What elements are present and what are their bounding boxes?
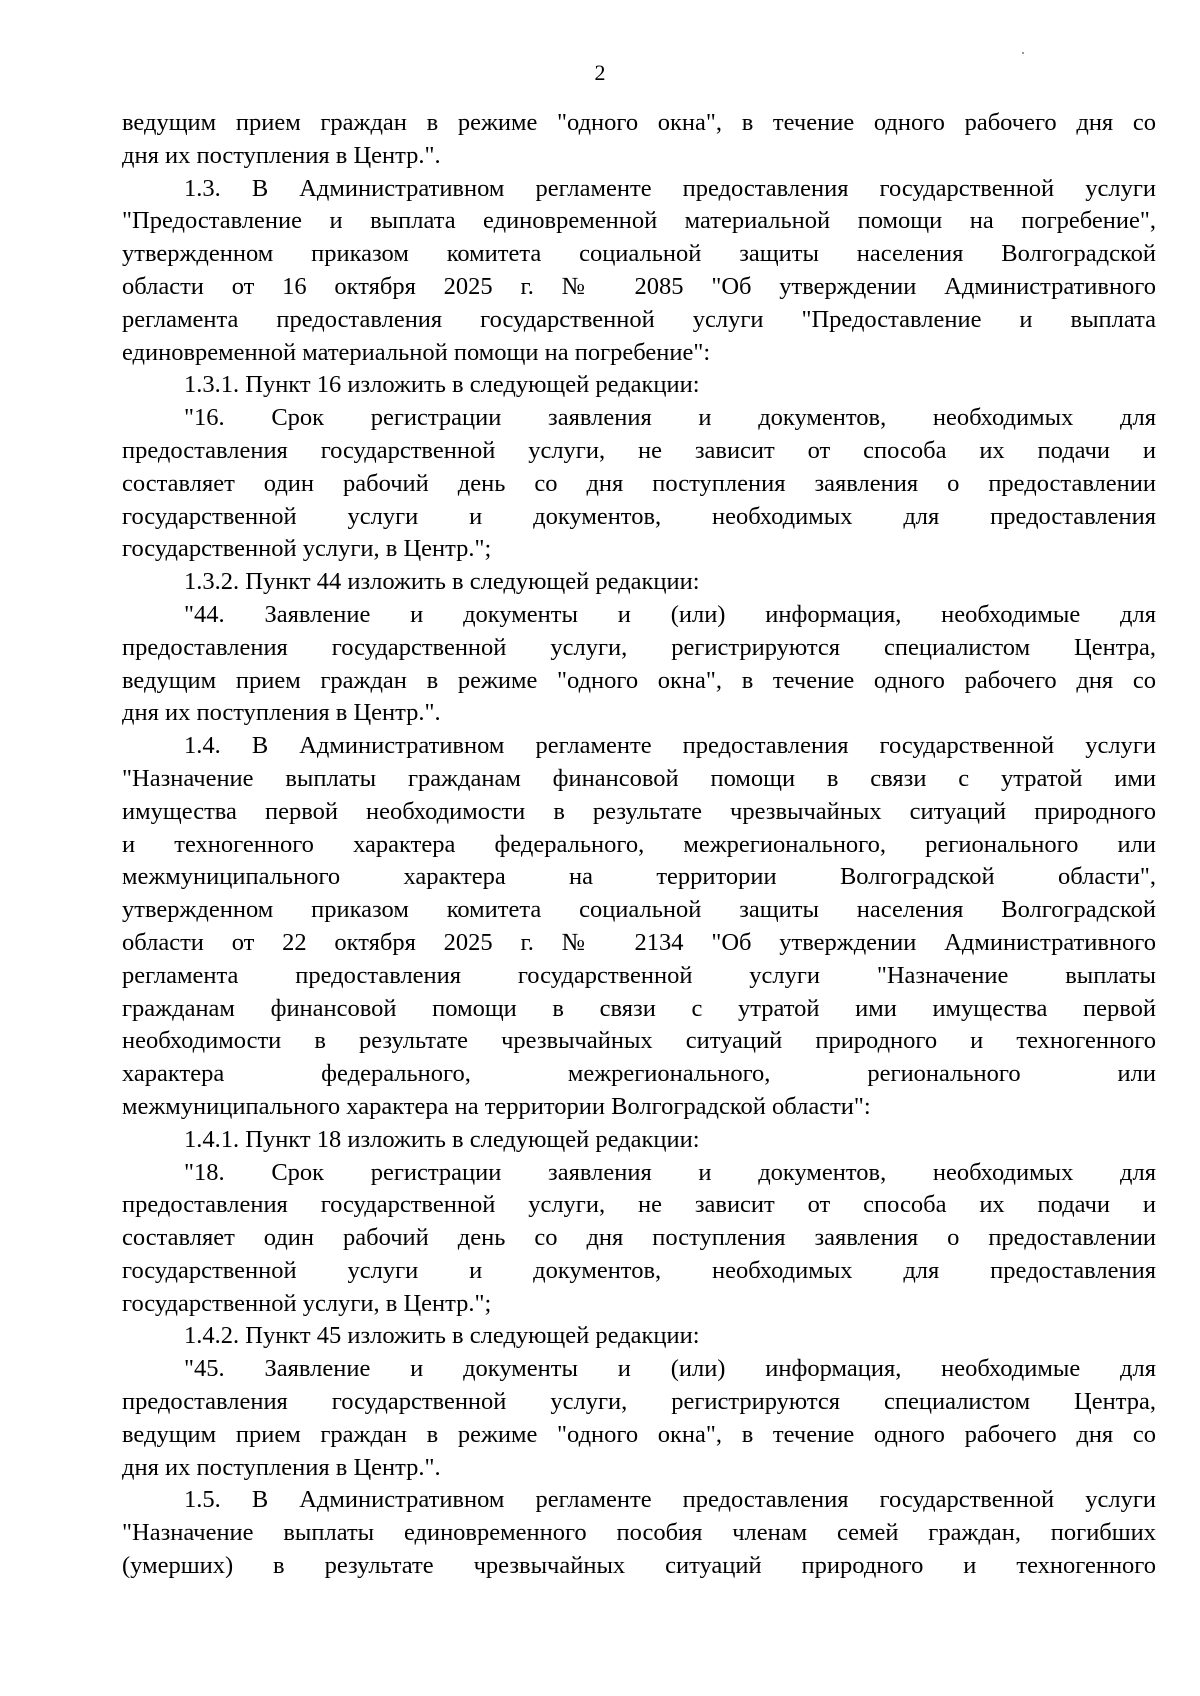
text-line: гражданам финансовой помощи в связи с утратой ими имущества первой	[122, 994, 1156, 1022]
text-line: 1.5. В Административном регламенте предоставления государственной услуги	[184, 1486, 1156, 1514]
text-line: составляет один рабочий день со дня поступления заявления о предоставлении	[122, 469, 1156, 497]
text-line: дня их поступления в Центр.".	[122, 1453, 441, 1481]
text-line: утвержденном приказом комитета социальной защиты населения Волгоградской	[122, 240, 1156, 268]
text-line: (умерших) в результате чрезвычайных ситуаций природного и техногенного	[122, 1552, 1156, 1580]
text-line: "16. Срок регистрации заявления и документов, необходимых для	[184, 404, 1156, 432]
text-line: регламента предоставления государственной услуги "Назначение выплаты	[122, 961, 1156, 989]
text-line: "45. Заявление и документы и (или) информация, необходимые для	[184, 1355, 1156, 1383]
text-line: необходимости в результате чрезвычайных ситуаций природного и техногенного	[122, 1027, 1156, 1055]
scan-speck	[1022, 52, 1024, 54]
text-line: 1.4.2. Пункт 45 изложить в следующей редакции:	[184, 1322, 700, 1350]
text-line: 1.3. В Административном регламенте предоставления государственной услуги	[184, 174, 1156, 202]
text-line: области от 16 октября 2025 г. № 2085 "Об утверждении Административного	[122, 272, 1156, 300]
text-line: ведущим прием граждан в режиме "одного окна", в течение одного рабочего дня со	[122, 1420, 1156, 1448]
text-line: "Назначение выплаты гражданам финансовой помощи в связи с утратой ими	[122, 764, 1156, 792]
text-line: характера федерального, межрегионального, регионального или	[122, 1060, 1156, 1088]
text-line: государственной услуги, в Центр.";	[122, 535, 492, 563]
text-line: межмуниципального характера на территории Волгоградской области":	[122, 1092, 871, 1120]
text-line: "18. Срок регистрации заявления и документов, необходимых для	[184, 1158, 1156, 1186]
text-line: предоставления государственной услуги, регистрируются специалистом Центра,	[122, 1388, 1156, 1416]
text-line: 1.3.2. Пункт 44 изложить в следующей редакции:	[184, 568, 700, 596]
text-line: ведущим прием граждан в режиме "одного окна", в течение одного рабочего дня со	[122, 109, 1156, 136]
text-line: единовременной материальной помощи на погребение":	[122, 338, 711, 366]
text-line: 1.3.1. Пункт 16 изложить в следующей редакции:	[184, 371, 700, 399]
page-number: 2	[594, 60, 606, 85]
text-line: составляет один рабочий день со дня поступления заявления о предоставлении	[122, 1224, 1156, 1252]
text-line: "44. Заявление и документы и (или) информация, необходимые для	[184, 600, 1156, 628]
text-line: дня их поступления в Центр.".	[122, 141, 441, 169]
text-line: и техногенного характера федерального, межрегионального, регионального или	[122, 830, 1156, 858]
text-line: ведущим прием граждан в режиме "одного окна", в течение одного рабочего дня со	[122, 666, 1156, 694]
text-line: "Предоставление и выплата единовременной материальной помощи на погребение",	[122, 207, 1156, 235]
text-line: "Назначение выплаты единовременного пособия членам семей граждан, погибших	[122, 1519, 1156, 1547]
text-line: 1.4. В Административном регламенте предоставления государственной услуги	[184, 732, 1156, 760]
text-line: области от 22 октября 2025 г. № 2134 "Об утверждении Административного	[122, 928, 1156, 956]
text-line: предоставления государственной услуги, регистрируются специалистом Центра,	[122, 633, 1156, 661]
text-line: предоставления государственной услуги, не зависит от способа их подачи и	[122, 436, 1156, 464]
text-line: регламента предоставления государственной услуги "Предоставление и выплата	[122, 305, 1156, 333]
document-body	[122, 107, 1156, 1583]
text-line: государственной услуги и документов, необходимых для предоставления	[122, 1256, 1156, 1284]
text-line: 1.4.1. Пункт 18 изложить в следующей редакции:	[184, 1125, 700, 1153]
text-line: государственной услуги, в Центр.";	[122, 1289, 492, 1317]
text-line: предоставления государственной услуги, не зависит от способа их подачи и	[122, 1191, 1156, 1219]
text-line: дня их поступления в Центр.".	[122, 699, 441, 727]
text-line: утвержденном приказом комитета социальной защиты населения Волгоградской	[122, 896, 1156, 924]
text-line: государственной услуги и документов, необходимых для предоставления	[122, 502, 1156, 530]
text-line: межмуниципального характера на территории Волгоградской области",	[122, 863, 1156, 891]
text-line: имущества первой необходимости в результате чрезвычайных ситуаций природного	[122, 797, 1156, 825]
